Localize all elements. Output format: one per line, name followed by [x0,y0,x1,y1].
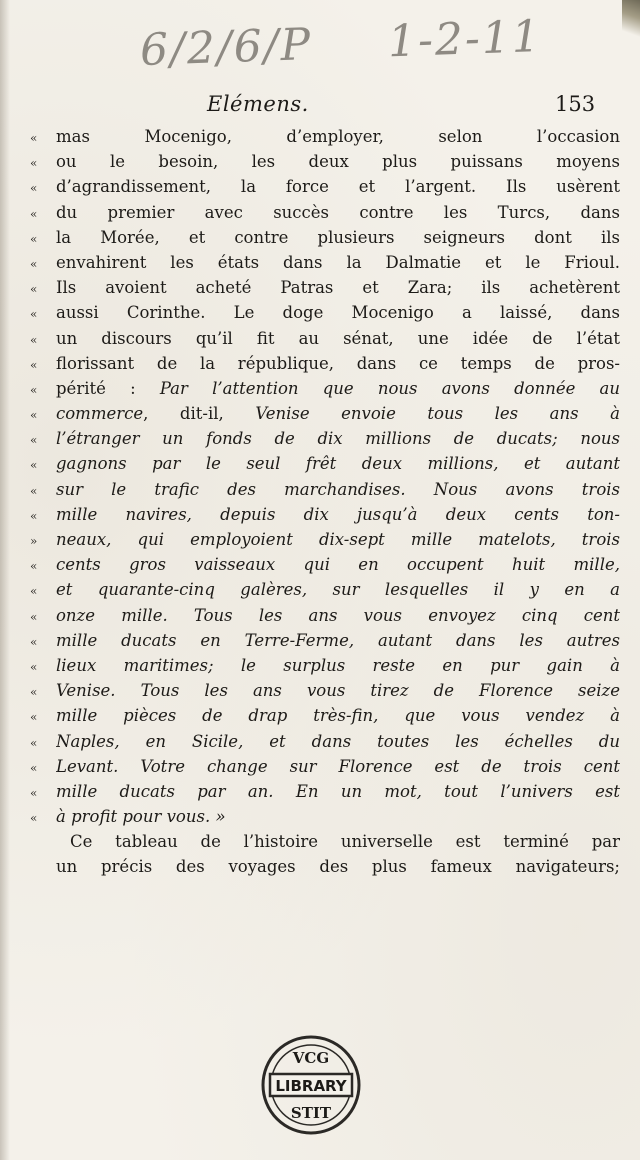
text-line [30,603,620,628]
stamp-top-text: VCG [292,1049,330,1067]
quote-mark: « [30,231,38,246]
line-text: l’étranger un fonds de dix millions de ducats; nous [56,429,620,449]
line-text: et quarante-cinq galères, sur lesquelles il y en a [56,580,620,600]
quote-mark: « [30,282,38,297]
line-text: du premier avec succès contre les Turcs, dans [56,202,620,222]
text-line [30,779,620,804]
text-line [30,275,620,300]
line-text: mille ducats en Terre-Ferme, autant dans les autres [56,630,620,650]
text-line [30,804,620,829]
line-text: neaux, qui employoient dix-sept mille matelots, trois [56,530,620,549]
quote-mark: » [30,534,38,548]
handwritten-annotation [139,11,542,76]
line-text: aussi Corinthe. Le doge Mocenigo a laissé, dans [56,303,620,323]
text-line [30,628,620,653]
text-line [30,854,620,879]
quote-mark: « [30,634,38,649]
page-number: 153 [555,92,596,116]
line-text: gagnons par le seul frêt deux millions, et autant [56,454,620,474]
line-text: la Morée, et contre plusieurs seigneurs dont ils [56,227,620,247]
text-line [30,376,620,401]
page-shadow-edge [0,0,10,1160]
line-text: cents gros vaisseaux qui en occupent huit mille, [56,555,620,575]
text-line [30,326,620,351]
handwritten-shelfmark: 6/2/6/P [139,19,313,76]
quote-mark: « [30,382,38,397]
line-text: Ils avoient acheté Patras et Zara; ils achetèrent [56,278,620,298]
text-line [30,225,620,250]
line-text: un précis des voyages des plus fameux navigateurs; [56,857,620,877]
line-text: mille pièces de drap très-fin, que vous vendez à [56,706,620,726]
text-line [30,451,620,476]
quote-mark: « [30,685,38,700]
stamp-bottom-text: STIT [290,1104,332,1122]
quote-mark: « [30,483,38,498]
text-line [30,401,620,426]
line-text: Naples, en Sicile, et dans toutes les échelles du [56,731,620,751]
line-text: ou le besoin, les deux plus puissans moyens [56,152,620,172]
quote-mark: « [30,181,38,196]
text-line [30,124,620,149]
line-text: onze mille. Tous les ans vous envoyez cinq cent [56,605,620,625]
line-text: Ce tableau de l’histoire universelle est terminé par [70,832,620,852]
text-line [30,653,620,678]
text-line [30,174,620,199]
stamp-center-text: LIBRARY [275,1077,347,1095]
quote-mark: « [30,408,38,423]
quote-mark: « [30,206,38,221]
quote-mark: « [30,357,38,372]
line-text: Levant. Votre change sur Florence est de trois cent [56,756,620,776]
quote-mark: « [30,131,38,145]
line-text: Venise. Tous les ans vous tirez de Florence seize [56,681,620,701]
quote-mark: « [30,256,38,271]
line-text: lieux maritimes; le surplus reste en pur gain à [56,655,620,675]
text-line [30,829,620,854]
torn-corner [622,0,640,40]
text-line [30,552,620,577]
text-line [30,754,620,779]
line-text: d’agrandissement, la force et l’argent. Ils usèrent [56,177,620,197]
running-title: Elémens. [207,92,309,116]
line-text: florissant de la république, dans ce temps de pros- [56,353,620,373]
library-stamp [256,1030,366,1140]
line-text: sur le trafic des marchandises. Nous avons trois [56,479,620,499]
line-text: mille ducats par an. En un mot, tout l’univers est [56,781,620,801]
text-line [30,426,620,451]
text-line [30,300,620,325]
quote-mark: « [30,332,38,347]
quote-mark: « [30,156,38,171]
handwritten-note: 1-2-11 [387,11,543,68]
quote-mark: « [30,584,38,599]
running-head [0,92,640,122]
text-line [30,502,620,527]
quote-mark: « [30,433,38,448]
quote-mark: « [30,458,38,473]
line-text: mas Mocenigo, d’employer, selon l’occasion [56,127,620,146]
quote-mark: « [30,735,38,750]
quote-mark: « [30,307,38,322]
text-line [30,527,620,552]
line-text: périté : Par l’attention que nous avons donnée au [56,378,620,398]
text-line [30,200,620,225]
quote-mark: « [30,785,38,800]
text-line [30,250,620,275]
text-line [30,149,620,174]
quote-mark: « [30,760,38,775]
text-line [30,577,620,602]
line-text: envahirent les états dans la Dalmatie et le Frioul. [56,252,620,272]
line-text: à profit pour vous. » [56,807,226,827]
line-text: commerce, dit-il, Venise envoie tous les ans à [56,404,620,424]
quote-mark: « [30,811,38,826]
text-line [30,703,620,728]
body-text [30,124,620,880]
text-line [30,678,620,703]
quote-mark: « [30,508,38,523]
text-line [30,351,620,376]
line-text: mille navires, depuis dix jusqu’à deux cents ton- [56,504,620,524]
quote-mark: « [30,710,38,725]
line-text: un discours qu’il fit au sénat, une idée de l’état [56,328,620,348]
quote-mark: « [30,559,38,574]
text-line [30,729,620,754]
quote-mark: « [30,609,38,624]
quote-mark: « [30,659,38,674]
text-line [30,477,620,502]
